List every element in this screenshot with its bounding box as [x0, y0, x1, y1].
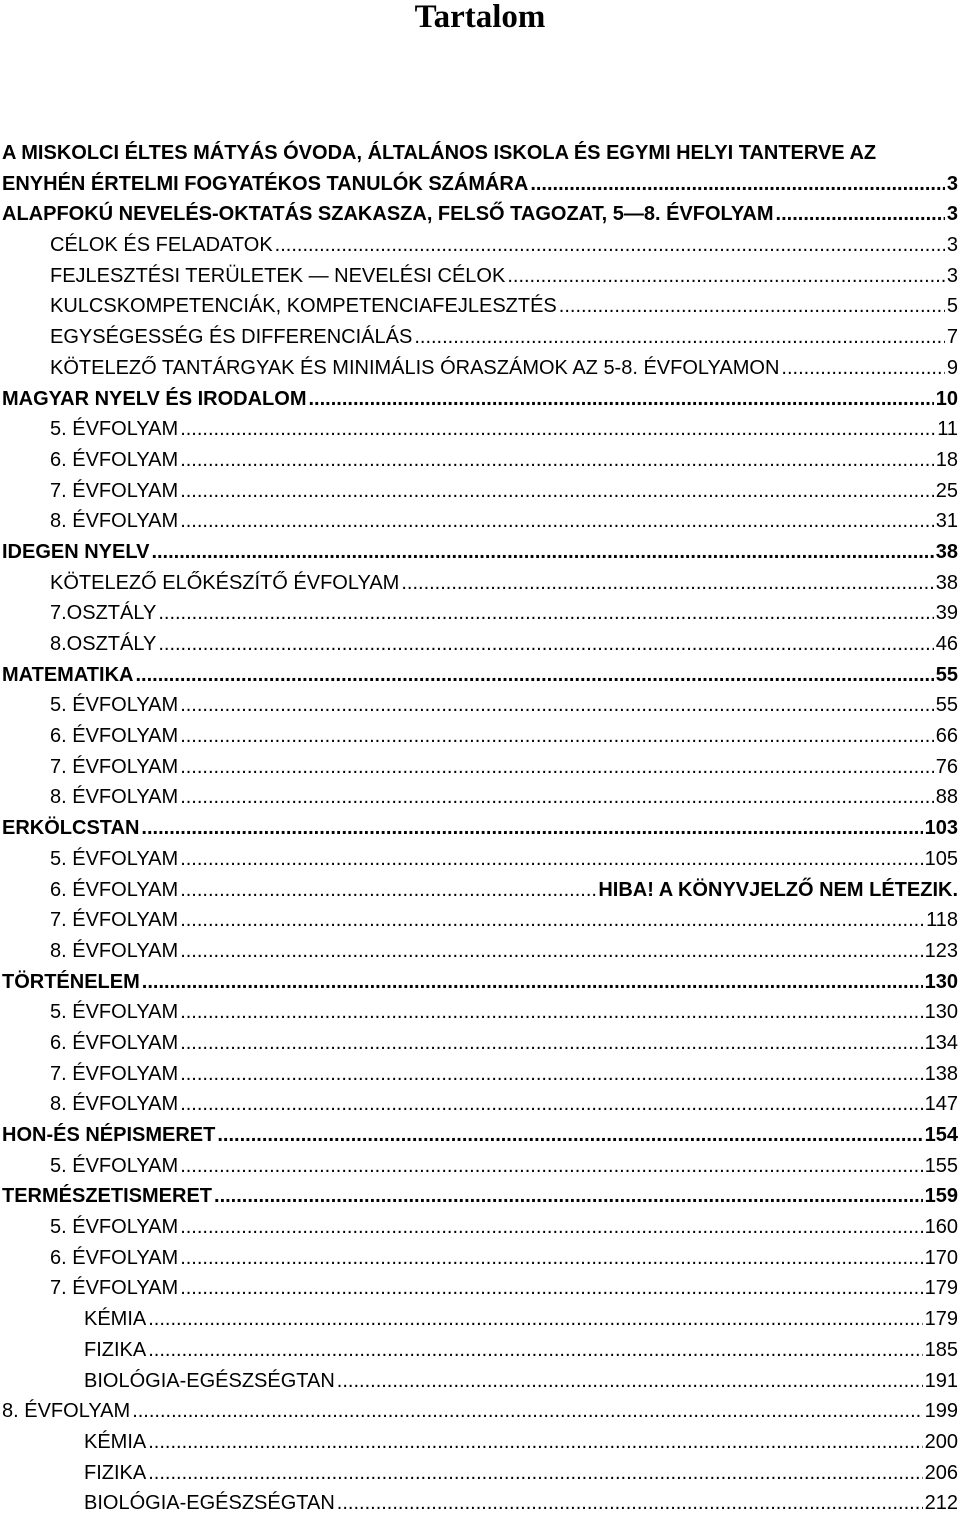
- toc-entry-title: 7. ÉVFOLYAM: [50, 909, 179, 932]
- toc-entry-page: 7: [946, 326, 958, 349]
- toc-entry[interactable]: [2, 1396, 958, 1427]
- toc-entry-title: 5. ÉVFOLYAM: [50, 1154, 179, 1177]
- dot-leader: [414, 322, 945, 353]
- toc-entry-page: 160: [924, 1216, 958, 1239]
- dot-leader: [141, 813, 922, 844]
- dot-leader: [132, 1396, 922, 1427]
- dot-leader: [148, 1335, 922, 1366]
- toc-entry-title: 8. ÉVFOLYAM: [50, 510, 179, 533]
- dot-leader: [337, 1488, 923, 1519]
- toc-entry[interactable]: [2, 967, 958, 998]
- dot-leader: [180, 936, 922, 967]
- toc-entry-page: 10: [935, 387, 958, 410]
- toc-entry-title: KULCSKOMPETENCIÁK, KOMPETENCIAFEJLESZTÉS: [50, 295, 557, 318]
- toc-entry[interactable]: [2, 1243, 958, 1274]
- dot-leader: [180, 690, 934, 721]
- toc-entry-page: 39: [935, 602, 958, 625]
- toc-entry-title: FEJLESZTÉSI TERÜLETEK — NEVELÉSI CÉLOK: [50, 264, 506, 287]
- toc-entry-page: 55: [935, 663, 958, 686]
- toc-entry-title: 7. ÉVFOLYAM: [50, 1277, 179, 1300]
- toc-entry-title: BIOLÓGIA-EGÉSZSÉGTAN: [84, 1492, 335, 1515]
- toc-entry[interactable]: [2, 445, 958, 476]
- toc-entry[interactable]: [2, 138, 958, 169]
- toc-entry-title: BIOLÓGIA-EGÉSZSÉGTAN: [84, 1369, 335, 1392]
- toc-entry[interactable]: [2, 414, 958, 445]
- dot-leader: [401, 568, 933, 599]
- dot-leader: [776, 199, 945, 230]
- toc-entry[interactable]: [2, 813, 958, 844]
- toc-entry-title: 5. ÉVFOLYAM: [50, 694, 179, 717]
- dot-leader: [217, 1120, 922, 1151]
- dot-leader: [180, 875, 596, 906]
- toc-entry-page: 118: [926, 909, 958, 932]
- toc-entry-page: 3: [946, 172, 958, 195]
- toc-entry-title: 8. ÉVFOLYAM: [2, 1400, 131, 1423]
- toc-entry-title: FIZIKA: [84, 1338, 147, 1361]
- dot-leader: [559, 291, 945, 322]
- toc-entry[interactable]: [2, 629, 958, 660]
- toc-entry[interactable]: [2, 1427, 958, 1458]
- toc-entry-title: 5. ÉVFOLYAM: [50, 418, 179, 441]
- dot-leader: [158, 629, 933, 660]
- toc-entry-title: 5. ÉVFOLYAM: [50, 1216, 179, 1239]
- toc-entry-title: EGYSÉGESSÉG ÉS DIFFERENCIÁLÁS: [50, 326, 413, 349]
- toc-entry-page: 134: [924, 1031, 958, 1054]
- dot-leader: [180, 1089, 922, 1120]
- toc-entry[interactable]: [2, 568, 958, 599]
- toc-entry[interactable]: [2, 1212, 958, 1243]
- toc-entry-page: 55: [935, 694, 958, 717]
- toc-entry-page: 18: [935, 448, 958, 471]
- toc-entry-title: KÖTELEZŐ ELŐKÉSZÍTŐ ÉVFOLYAM: [50, 571, 400, 594]
- dot-leader: [180, 1212, 922, 1243]
- toc-entry-page: 147: [924, 1093, 958, 1116]
- dot-leader: [214, 1181, 923, 1212]
- dot-leader: [308, 384, 933, 415]
- dot-leader: [142, 967, 923, 998]
- toc-entry[interactable]: [2, 230, 958, 261]
- toc-entry-title: 6. ÉVFOLYAM: [50, 725, 179, 748]
- dot-leader: [180, 721, 934, 752]
- toc-entry[interactable]: [2, 1366, 958, 1397]
- toc-entry-page: 38: [935, 571, 958, 594]
- toc-entry-page: 185: [924, 1338, 958, 1361]
- toc-entry[interactable]: [2, 721, 958, 752]
- toc-entry-page: 155: [924, 1154, 958, 1177]
- toc-entry-title: 6. ÉVFOLYAM: [50, 878, 179, 901]
- dot-leader: [180, 476, 934, 507]
- dot-leader: [180, 1059, 922, 1090]
- toc-entry-page: 179: [924, 1277, 958, 1300]
- toc-entry-page: 191: [924, 1369, 958, 1392]
- toc-entry[interactable]: [2, 690, 958, 721]
- toc-entry[interactable]: [2, 782, 958, 813]
- toc-entry[interactable]: [2, 199, 958, 230]
- toc-entry-title: HON-ÉS NÉPISMERET: [2, 1124, 216, 1146]
- toc-entry[interactable]: [2, 1059, 958, 1090]
- dot-leader: [158, 598, 933, 629]
- toc-entry-title: IDEGEN NYELV: [2, 540, 150, 563]
- toc-entry-page: 38: [935, 540, 958, 563]
- dot-leader: [180, 506, 934, 537]
- dot-leader: [180, 1151, 922, 1182]
- toc-entry-page: 103: [924, 817, 958, 840]
- toc-entry-title: ENYHÉN ÉRTELMI FOGYATÉKOS TANULÓK SZÁMÁRA: [2, 172, 529, 195]
- dot-leader: [180, 997, 922, 1028]
- toc-entry-title: 7. ÉVFOLYAM: [50, 1062, 179, 1085]
- toc-entry-title: 6. ÉVFOLYAM: [50, 1246, 179, 1269]
- toc-entry[interactable]: [2, 660, 958, 691]
- toc-entry[interactable]: [2, 261, 958, 292]
- toc-entry-title: 7. ÉVFOLYAM: [50, 755, 179, 778]
- toc-entry-title: KÉMIA: [84, 1308, 147, 1331]
- toc-entry[interactable]: [2, 353, 958, 384]
- dot-leader: [337, 1366, 923, 1397]
- toc-entry-page: 88: [935, 786, 958, 809]
- dot-leader: [275, 230, 945, 261]
- dot-leader: [148, 1427, 922, 1458]
- toc-entry-page: 11: [937, 418, 958, 441]
- dot-leader: [180, 1028, 922, 1059]
- toc-entry-title: ERKÖLCSTAN: [2, 817, 140, 840]
- toc-entry-page: 5: [946, 295, 958, 318]
- toc-entry-page: 179: [924, 1308, 958, 1331]
- toc-entry[interactable]: [2, 752, 958, 783]
- dot-leader: [180, 445, 934, 476]
- toc-entry[interactable]: [2, 844, 958, 875]
- page-title: Tartalom: [414, 0, 546, 35]
- toc-entry-title: KÉMIA: [84, 1430, 147, 1453]
- toc-entry[interactable]: [2, 875, 958, 906]
- toc-entry[interactable]: [2, 1488, 958, 1519]
- toc-entry-title: FIZIKA: [84, 1461, 147, 1484]
- toc-entry[interactable]: [2, 476, 958, 507]
- toc-entry-title: 8. ÉVFOLYAM: [50, 939, 179, 962]
- toc-entry-page: 76: [935, 755, 958, 778]
- toc-entry-title: 6. ÉVFOLYAM: [50, 1031, 179, 1054]
- toc-entry[interactable]: [2, 291, 958, 322]
- toc-entry[interactable]: [2, 322, 958, 353]
- toc-entry[interactable]: [2, 506, 958, 537]
- toc-entry-page: 212: [924, 1492, 958, 1515]
- toc-entry-title: MATEMATIKA: [2, 663, 134, 686]
- toc-entry[interactable]: [2, 1335, 958, 1366]
- toc-entry-page: 3: [946, 234, 958, 257]
- toc-entry[interactable]: [2, 1181, 958, 1212]
- toc-entry-title: 5. ÉVFOLYAM: [50, 847, 179, 870]
- toc-entry[interactable]: [2, 936, 958, 967]
- toc-entry-title: 8.OSZTÁLY: [50, 633, 157, 655]
- dot-leader: [507, 261, 945, 292]
- toc-entry[interactable]: [2, 905, 958, 936]
- toc-entry-page: 206: [924, 1461, 958, 1484]
- toc-entry-page: 130: [924, 1001, 958, 1024]
- toc-entry-page: 200: [924, 1430, 958, 1453]
- toc-entry[interactable]: [2, 537, 958, 568]
- toc-entry-title: 7. ÉVFOLYAM: [50, 479, 179, 502]
- toc-entry-page: 9: [946, 356, 958, 379]
- toc-entry-page: 3: [946, 264, 958, 287]
- toc-entry-page: 170: [924, 1246, 958, 1269]
- toc-entry-title: 5. ÉVFOLYAM: [50, 1001, 179, 1024]
- dot-leader: [781, 353, 944, 384]
- toc-entry-title: TÖRTÉNELEM: [2, 970, 140, 993]
- dot-leader: [180, 782, 934, 813]
- toc-entry-title: MAGYAR NYELV ÉS IRODALOM: [2, 387, 307, 410]
- dot-leader: [530, 169, 945, 200]
- toc-entry-page: 105: [924, 847, 958, 870]
- table-of-contents: [2, 138, 958, 1519]
- toc-entry[interactable]: [2, 997, 958, 1028]
- dot-leader: [180, 1243, 922, 1274]
- toc-entry-page: 31: [935, 510, 958, 533]
- dot-leader: [180, 844, 922, 875]
- dot-leader: [148, 1304, 922, 1335]
- toc-entry-title: 8. ÉVFOLYAM: [50, 1093, 179, 1116]
- toc-entry-title: A MISKOLCI ÉLTES MÁTYÁS ÓVODA, ÁLTALÁNOS ISKOLA ÉS EGYMI HELYI TANTERVE AZ: [2, 142, 877, 164]
- toc-entry[interactable]: [2, 1151, 958, 1182]
- toc-entry[interactable]: [2, 384, 958, 415]
- dot-leader: [180, 1273, 922, 1304]
- toc-entry[interactable]: [2, 1120, 958, 1151]
- dot-leader: [151, 537, 933, 568]
- toc-entry-page: 199: [924, 1400, 958, 1423]
- toc-entry[interactable]: [2, 169, 958, 200]
- toc-entry-title: 6. ÉVFOLYAM: [50, 448, 179, 471]
- dot-leader: [135, 660, 933, 691]
- toc-entry-page: 25: [935, 479, 958, 502]
- toc-entry-page: 66: [935, 725, 958, 748]
- toc-entry-title: KÖTELEZŐ TANTÁRGYAK ÉS MINIMÁLIS ÓRASZÁMOK AZ 5-8. ÉVFOLYAMON: [50, 356, 780, 379]
- toc-entry-page: 159: [924, 1185, 958, 1208]
- dot-leader: [148, 1458, 922, 1489]
- dot-leader: [180, 414, 935, 445]
- toc-entry-title: CÉLOK ÉS FELADATOK: [50, 234, 273, 257]
- dot-leader: [180, 752, 934, 783]
- toc-entry[interactable]: [2, 1458, 958, 1489]
- toc-entry-error: HIBA! A KÖNYVJELZŐ NEM LÉTEZIK.: [598, 878, 958, 901]
- toc-entry-page: 138: [924, 1062, 958, 1085]
- toc-entry-page: 130: [924, 970, 958, 993]
- toc-entry-page: 46: [935, 633, 958, 655]
- toc-entry-title: 8. ÉVFOLYAM: [50, 786, 179, 809]
- toc-entry[interactable]: [2, 1304, 958, 1335]
- toc-entry-title: 7.OSZTÁLY: [50, 602, 157, 625]
- toc-entry[interactable]: [2, 598, 958, 629]
- dot-leader: [180, 905, 924, 936]
- toc-entry-title: ALAPFOKÚ NEVELÉS-OKTATÁS SZAKASZA, FELSŐ TAGOZAT, 5—8. ÉVFOLYAM: [2, 203, 774, 226]
- toc-entry[interactable]: [2, 1273, 958, 1304]
- toc-entry[interactable]: [2, 1089, 958, 1120]
- toc-entry[interactable]: [2, 1028, 958, 1059]
- toc-entry-title: TERMÉSZETISMERET: [2, 1185, 213, 1208]
- toc-entry-page: 123: [924, 939, 958, 962]
- toc-entry-page: 3: [946, 203, 958, 226]
- toc-entry-page: 154: [924, 1124, 958, 1146]
